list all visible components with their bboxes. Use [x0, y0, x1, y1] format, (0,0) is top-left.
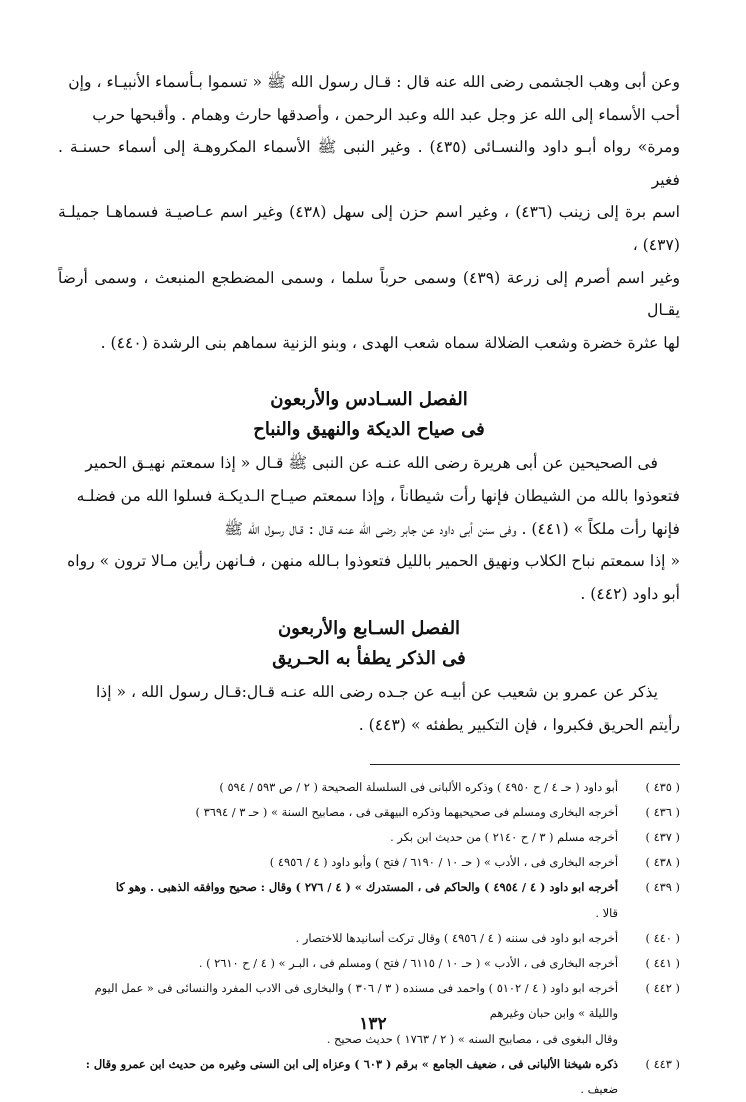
intro-line-4: اسم برة إلى زينب (٤٣٦) ، وغير اسم حزن إلى سهل (٤٣٨) وغير اسم عـاصيـة فسماهـا جميلـة (٤٣٧) ، — [58, 196, 680, 261]
chapter-46-subtitle: فى صياح الديكة والنهيق والنباح — [58, 415, 680, 445]
intro-line-1: وعن أبى وهب الجشمى رضى الله عنه قال : قـال رسول الله ﷺ « تسموا بـأسماء الأنبيـاء ، وإن — [58, 66, 680, 99]
footnote-443-continuation: ضعيف . — [58, 1077, 680, 1102]
footnote-text: أخرجه البخارى فى ، الأدب » ( حـ ١٠ / ٦١١٥ / فتح ) ومسلم فى ، البـر » ( ٤ / ح ٢٦١٠ ) . — [58, 951, 618, 976]
chapter-47-heading — [58, 614, 680, 674]
footnote-number: ( ٤٣٥ ) — [618, 775, 680, 800]
chapter-47-subtitle: فى الذكر يطفأ به الحـريق — [58, 644, 680, 674]
footnote-number: ( ٤٣٧ ) — [618, 825, 680, 850]
footnote-text: أخرجه ابو داود ( ٤ / ٥١٠٢ ) واحمد فى مسنده ( ٣ / ٣٠٦ ) والبخارى فى الادب المفرد والنسائى فى « عمل اليوم — [58, 976, 618, 1001]
footnotes — [58, 775, 680, 1102]
footnote-number: ( ٤٤١ ) — [618, 951, 680, 976]
chapter-47-line-2: رأيتم الحريق فكبروا ، فإن التكبير يطفئه » (٤٤٣) . — [58, 709, 680, 742]
footnote-438 — [58, 850, 680, 875]
footnote-number: ( ٤٤٢ ) — [618, 976, 680, 1001]
footnote-442-continuation: والليلة » وابن حبان وغيرهم — [58, 1001, 680, 1026]
intro-line-3: ومرة» رواه أبـو داود والنسـائى (٤٣٥) . وغير النبى ﷺ الأسماء المكروهـة إلى أسماء حسنـة . فغير — [58, 131, 680, 196]
chapter-46-line-4: « إذا سمعتم نباح الكلاب ونهيق الحمير بالليل فتعوذوا بـالله منهن ، فـانهن رأين مـالا ترون » رواه — [58, 545, 680, 578]
footnote-439 — [58, 875, 680, 900]
footnote-text: أبو داود ( حـ ٤ / ح ٤٩٥٠ ) وذكره الألبانى فى السلسلة الصحيحة ( ٢ / ص ٥٩٣ / ٥٩٤ ) — [58, 775, 618, 800]
footnote-number: ( ٤٣٦ ) — [618, 800, 680, 825]
footnote-text: أخرجه ابو داود فى سننه ( ٤ / ٤٩٥٦ ) وقال تركت أسانيدها للاختصار . — [58, 926, 618, 951]
intro-paragraph — [58, 66, 680, 359]
intro-line-6: لها عثرة خضرة وشعب الضلالة سماه شعب الهدى ، وبنو الزنية سماهم بنى الرشدة (٤٤٠) . — [58, 327, 680, 360]
footnote-442 — [58, 976, 680, 1001]
footnote-text: ذكره شيخنا الألبانى فى ، ضعيف الجامع » برقم ( ٦٠٣ ) وعزاه إلى ابن السنى وغيره من حديث ابن عمرو وقال : — [58, 1052, 618, 1077]
footnote-440 — [58, 926, 680, 951]
footnote-divider — [370, 764, 680, 765]
chapter-46-body — [58, 447, 680, 610]
chapter-46-line-3: فإنها رأت ملكاً » (٤٤١) . وفى سنن أبى داود عن جابر رضى الله عنـه قـال : قـال رسول الله ﷺ — [58, 513, 680, 546]
footnote-443 — [58, 1052, 680, 1077]
page-number: ١٣٢ — [0, 1014, 746, 1034]
chapter-46-title: الفصل السـادس والأربعون — [58, 385, 680, 415]
footnote-number: ( ٤٤٠ ) — [618, 926, 680, 951]
chapter-47-line-1: يذكر عن عمرو بن شعيب عن أبيـه عن جـده رضى الله عنـه قـال:قـال رسول الله ، « إذا — [58, 676, 680, 709]
footnote-number: ( ٤٤٣ ) — [618, 1052, 680, 1077]
footnote-436 — [58, 800, 680, 825]
chapter-46-line-1: فى الصحيحين عن أبى هريرة رضى الله عنـه عن النبى ﷺ قـال « إذا سمعتم نهيـق الحمير — [58, 447, 680, 480]
footnote-435 — [58, 775, 680, 800]
footnote-number: ( ٤٣٩ ) — [618, 875, 680, 900]
footnote-text: أخرجه البخارى ومسلم فى صحيحيهما وذكره البيهقى فى ، مصابيح السنة » ( حـ ٣ / ٣٦٩٤ ) — [58, 800, 618, 825]
intro-line-5: وغير اسم أصرم إلى زرعة (٤٣٩) وسمى حرباً سلما ، وسمى المضطجع المنبعث ، وسمى أرضاً يقـال — [58, 262, 680, 327]
chapter-46-line-5: أبو داود (٤٤٢) . — [58, 578, 680, 611]
footnote-437 — [58, 825, 680, 850]
footnote-441 — [58, 951, 680, 976]
chapter-46-line-2: فتعوذوا بالله من الشيطان فإنها رأت شيطاناً ، وإذا سمعتم صيـاح الـديكـة فسلوا الله من فضلـه — [58, 480, 680, 513]
footnote-text: أخرجه مسلم ( ٣ / ح ٢١٤٠ ) من حديث ابن بكر . — [58, 825, 618, 850]
chapter-46-heading — [58, 385, 680, 445]
intro-line-2: أحب الأسماء إلى الله عز وجل عبد الله وعبد الرحمن ، وأصدقها حارث وهمام . وأقبحها حرب — [58, 99, 680, 132]
chapter-47-body — [58, 676, 680, 741]
footnote-text: أخرجه ابو داود ( ٤ / ٤٩٥٤ ) والحاكم فى ، المستدرك » ( ٤ / ٢٧٦ ) وقال : صحيح ووافقه الذهبى . وهو كا — [58, 875, 618, 900]
footnote-number: ( ٤٣٨ ) — [618, 850, 680, 875]
footnote-text: أخرجه البخارى فى ، الأدب » ( حـ ١٠ / ٦١٩٠ / فتح ) وأبو داود ( ٤ / ٤٩٥٦ ) — [58, 850, 618, 875]
footnote-442-continuation-2: وقال البغوى فى ، مصابيح السنه » ( ٢ / ١٧٦٣ ) حديث صحيح . — [58, 1027, 680, 1052]
chapter-47-title: الفصل السـابع والأربعون — [58, 614, 680, 644]
footnote-439-continuation: قالا . — [58, 901, 680, 926]
